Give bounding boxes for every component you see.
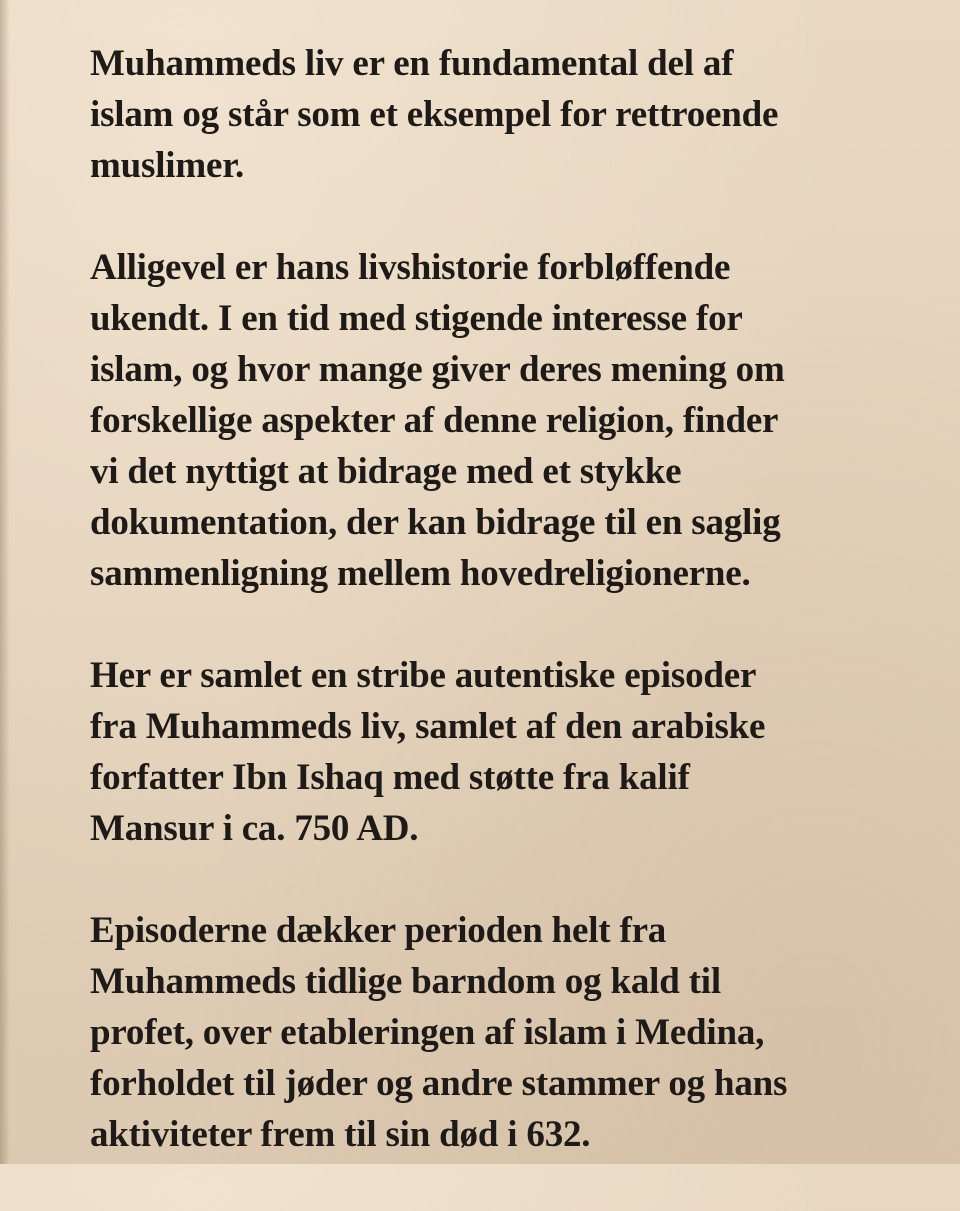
paragraph-3 (90, 650, 910, 854)
text-line: vi det nyttigt at bidrage med et stykke (90, 451, 682, 492)
text-line: profet, over etableringen af islam i Medina, (90, 1012, 765, 1053)
back-cover-text (90, 38, 910, 1211)
text-line: Muhammeds liv er en fundamental del af (90, 43, 734, 84)
text-line: sammenligning mellem hovedreligionerne. (90, 553, 751, 594)
text-line: Alligevel er hans livshistorie forbløffende (90, 247, 731, 288)
page-edge-shadow (0, 0, 10, 1164)
text-line: forfatter Ibn Ishaq med støtte fra kalif (90, 757, 690, 798)
text-line: Episoderne dækker perioden helt fra (90, 910, 667, 951)
text-line: Her er samlet en stribe autentiske episoder (90, 655, 757, 696)
text-line: islam og står som et eksempel for rettroende (90, 94, 779, 135)
text-line: forholdet til jøder og andre stammer og hans (90, 1063, 788, 1104)
text-line: forskellige aspekter af denne religion, finder (90, 400, 779, 441)
paragraph-1 (90, 38, 910, 191)
paragraph-2 (90, 242, 910, 599)
text-line: Muhammeds tidlige barndom og kald til (90, 961, 721, 1002)
text-line: islam, og hvor mange giver deres mening om (90, 349, 785, 390)
text-line: muslimer. (90, 145, 245, 186)
text-line: ukendt. I en tid med stigende interesse for (90, 298, 743, 339)
text-line: fra Muhammeds liv, samlet af den arabiske (90, 706, 766, 747)
text-line: Mansur i ca. 750 AD. (90, 808, 419, 849)
text-line: dokumentation, der kan bidrage til en saglig (90, 502, 781, 543)
paragraph-4 (90, 905, 910, 1160)
text-line: aktiviteter frem til sin død i 632. (90, 1114, 591, 1155)
